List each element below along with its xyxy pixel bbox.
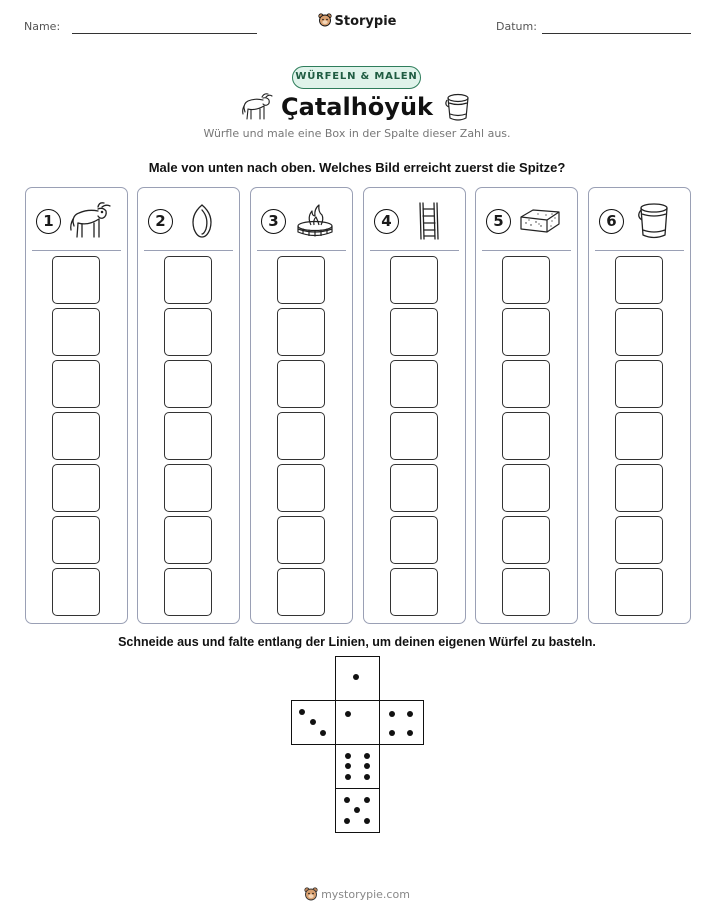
color-box[interactable] bbox=[390, 516, 438, 564]
pip bbox=[299, 709, 305, 715]
pip bbox=[345, 753, 351, 759]
color-box[interactable] bbox=[164, 256, 212, 304]
seed-icon bbox=[180, 201, 224, 241]
color-box[interactable] bbox=[52, 412, 100, 460]
number-badge: 3 bbox=[261, 209, 286, 234]
color-box[interactable] bbox=[502, 308, 550, 356]
color-box[interactable] bbox=[164, 360, 212, 408]
date-line[interactable] bbox=[542, 33, 691, 34]
pip bbox=[310, 719, 316, 725]
ladder-icon bbox=[406, 201, 450, 241]
color-box[interactable] bbox=[390, 412, 438, 460]
instruction-bottom: Schneide aus und falte entlang der Linien, um deinen eigenen Würfel zu basteln. bbox=[118, 635, 596, 649]
color-box[interactable] bbox=[52, 516, 100, 564]
color-box[interactable] bbox=[615, 516, 663, 564]
color-box[interactable] bbox=[52, 464, 100, 512]
column-2 bbox=[137, 187, 240, 624]
pip bbox=[320, 730, 326, 736]
column-4 bbox=[363, 187, 466, 624]
color-box[interactable] bbox=[164, 308, 212, 356]
color-box[interactable] bbox=[502, 516, 550, 564]
column-1 bbox=[25, 187, 128, 624]
bucket-icon bbox=[631, 201, 675, 241]
color-box[interactable] bbox=[390, 308, 438, 356]
color-box[interactable] bbox=[390, 360, 438, 408]
pip bbox=[364, 797, 370, 803]
bear-mascot-icon bbox=[318, 13, 332, 27]
color-box[interactable] bbox=[615, 256, 663, 304]
pip bbox=[364, 774, 370, 780]
number-badge: 6 bbox=[599, 209, 624, 234]
pip bbox=[407, 730, 413, 736]
color-box[interactable] bbox=[277, 516, 325, 564]
column-header bbox=[589, 188, 690, 250]
number-badge: 5 bbox=[486, 209, 511, 234]
color-box[interactable] bbox=[615, 308, 663, 356]
name-label: Name: bbox=[24, 20, 61, 33]
footer-link[interactable]: mystorypie.com bbox=[321, 888, 410, 901]
column-6 bbox=[588, 187, 691, 624]
color-box[interactable] bbox=[277, 256, 325, 304]
color-box[interactable] bbox=[52, 308, 100, 356]
bucket-icon bbox=[444, 92, 472, 122]
pip bbox=[407, 711, 413, 717]
column-header bbox=[251, 188, 352, 250]
die-face-1 bbox=[335, 700, 380, 745]
color-box[interactable] bbox=[502, 256, 550, 304]
brand-name: Storypie bbox=[334, 14, 397, 29]
pip bbox=[345, 774, 351, 780]
pip bbox=[389, 711, 395, 717]
color-box[interactable] bbox=[164, 516, 212, 564]
column-header bbox=[138, 188, 239, 250]
pip bbox=[345, 711, 351, 717]
color-box[interactable] bbox=[277, 464, 325, 512]
color-box[interactable] bbox=[615, 412, 663, 460]
color-box[interactable] bbox=[164, 568, 212, 616]
color-box[interactable] bbox=[615, 568, 663, 616]
pip bbox=[389, 730, 395, 736]
color-box[interactable] bbox=[502, 464, 550, 512]
number-badge: 4 bbox=[374, 209, 399, 234]
hearth-fire-icon bbox=[293, 201, 337, 241]
color-box[interactable] bbox=[277, 412, 325, 460]
date-label: Datum: bbox=[496, 20, 537, 33]
instruction-top: Male von unten nach oben. Welches Bild erreicht zuerst die Spitze? bbox=[148, 160, 566, 175]
color-box[interactable] bbox=[502, 568, 550, 616]
die-face-4 bbox=[379, 700, 424, 745]
color-box[interactable] bbox=[390, 464, 438, 512]
color-box[interactable] bbox=[52, 360, 100, 408]
color-box[interactable] bbox=[390, 256, 438, 304]
page-title: Çatalhöyük bbox=[281, 93, 433, 121]
activity-badge: WÜRFELN & MALEN bbox=[292, 66, 421, 89]
pip bbox=[364, 753, 370, 759]
die-face-6 bbox=[335, 744, 380, 789]
column-header bbox=[476, 188, 577, 250]
column-header bbox=[364, 188, 465, 250]
bull-icon bbox=[68, 201, 112, 241]
pip bbox=[353, 674, 359, 680]
brand-logo bbox=[0, 13, 714, 29]
color-box[interactable] bbox=[390, 568, 438, 616]
color-box[interactable] bbox=[52, 256, 100, 304]
subtitle: Würfle und male eine Box in der Spalte dieser Zahl aus. bbox=[203, 127, 511, 140]
color-box[interactable] bbox=[164, 412, 212, 460]
pip bbox=[364, 818, 370, 824]
pip bbox=[364, 763, 370, 769]
color-box[interactable] bbox=[277, 308, 325, 356]
bear-mascot-icon bbox=[304, 887, 318, 901]
color-box[interactable] bbox=[502, 360, 550, 408]
number-badge: 1 bbox=[36, 209, 61, 234]
color-box[interactable] bbox=[277, 360, 325, 408]
color-box[interactable] bbox=[277, 568, 325, 616]
color-box[interactable] bbox=[615, 464, 663, 512]
column-header bbox=[26, 188, 127, 250]
die-face-1 bbox=[335, 656, 380, 701]
color-box[interactable] bbox=[52, 568, 100, 616]
pip bbox=[344, 818, 350, 824]
pip bbox=[354, 807, 360, 813]
mudbrick-icon bbox=[518, 201, 562, 241]
color-box[interactable] bbox=[164, 464, 212, 512]
die-face-5 bbox=[335, 788, 380, 833]
color-box[interactable] bbox=[615, 360, 663, 408]
color-box[interactable] bbox=[502, 412, 550, 460]
column-3 bbox=[250, 187, 353, 624]
name-line[interactable] bbox=[72, 33, 257, 34]
die-face-3 bbox=[291, 700, 336, 745]
number-badge: 2 bbox=[148, 209, 173, 234]
footer bbox=[0, 887, 714, 901]
pip bbox=[344, 797, 350, 803]
pip bbox=[345, 763, 351, 769]
column-5 bbox=[475, 187, 578, 624]
